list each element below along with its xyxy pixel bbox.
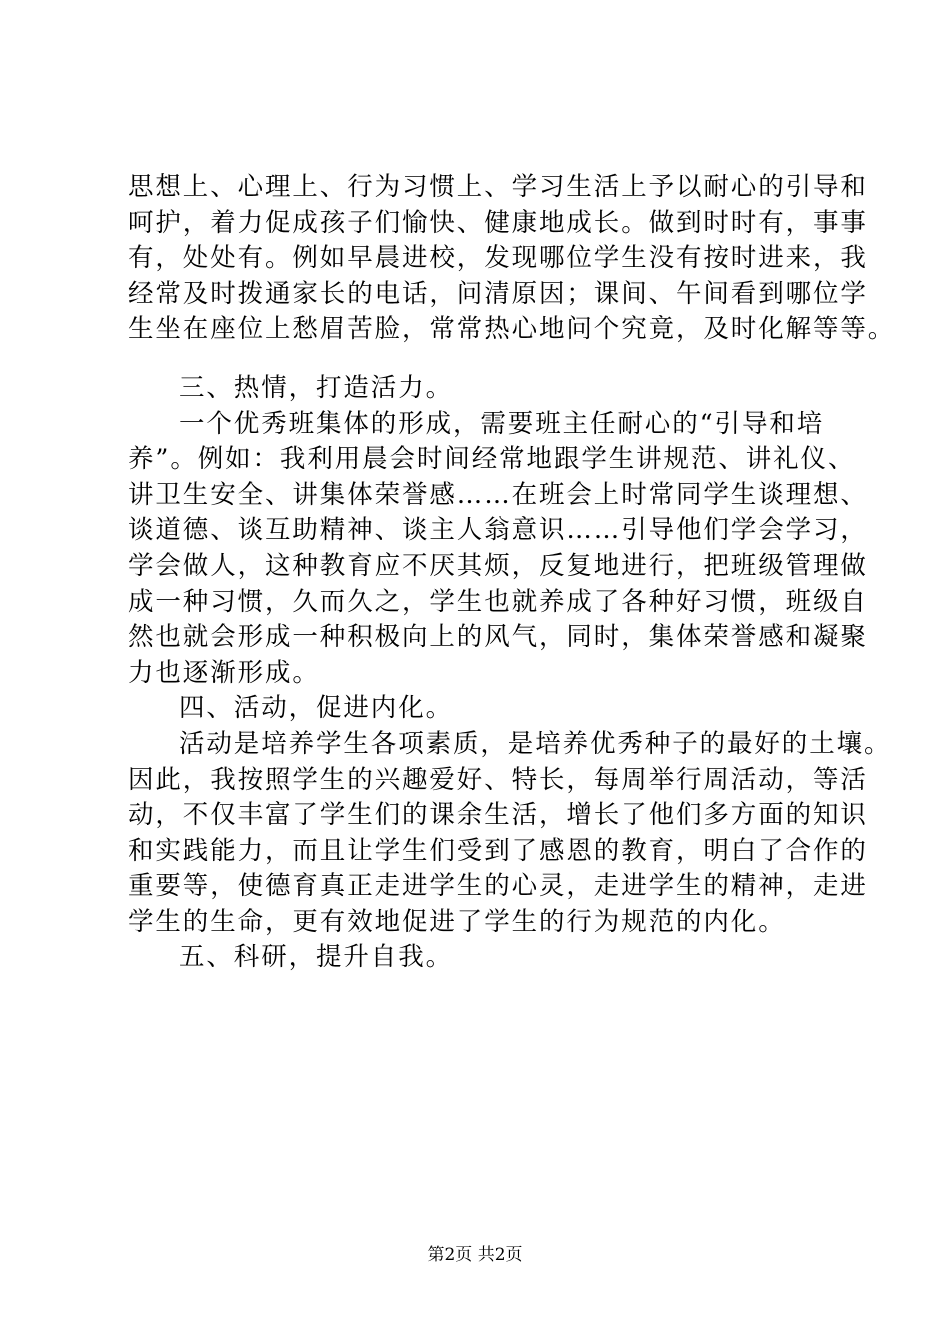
text-line: 力也逐渐形成。 <box>128 657 320 688</box>
text-line: 成一种习惯，久而久之，学生也就养成了各种好习惯，班级自 <box>128 586 868 617</box>
text-line: 因此，我按照学生的兴趣爱好、特长，每周举行周活动，等活 <box>128 764 868 795</box>
text-line: 生坐在座位上愁眉苦脸，常常热心地问个究竟，及时化解等等。 <box>128 314 896 345</box>
document-body <box>128 170 896 976</box>
text-line: 重要等，使德育真正走进学生的心灵，走进学生的精神，走进 <box>128 871 868 902</box>
paragraph-spacer <box>128 348 848 371</box>
text-line: 养”。例如：我利用晨会时间经常地跟学生讲规范、讲礼仪、 <box>128 444 856 475</box>
text-line: 有，处处有。例如早晨进校，发现哪位学生没有按时进来，我 <box>128 243 868 274</box>
text-line: 经常及时拨通家长的电话，问清原因；课间、午间看到哪位学 <box>128 278 868 309</box>
text-line: 一个优秀班集体的形成，需要班主任耐心的“引导和培 <box>179 408 825 439</box>
text-line: 谈道德、谈互助精神、谈主人翁意识……引导他们学会学习， <box>128 515 868 546</box>
text-line: 学会做人，这种教育应不厌其烦，反复地进行，把班级管理做 <box>128 550 868 581</box>
paragraph-enthusiasm <box>128 407 868 692</box>
text-line: 呵护，着力促成孩子们愉快、健康地成长。做到时时有，事事 <box>128 207 868 238</box>
paragraph-guidance <box>128 170 896 348</box>
text-line: 思想上、心理上、行为习惯上、学习生活上予以耐心的引导和 <box>128 172 868 202</box>
text-line: 活动是培养学生各项素质，是培养优秀种子的最好的土壤。 <box>179 728 892 759</box>
text-line: 学生的生命，更有效地促进了学生的行为规范的内化。 <box>128 906 786 937</box>
text-line: 然也就会形成一种积极向上的风气，同时，集体荣誉感和凝聚 <box>128 622 868 653</box>
text-line: 讲卫生安全、讲集体荣誉感……在班会上时常同学生谈理想、 <box>128 479 868 510</box>
paragraph-activities <box>128 727 892 941</box>
section-heading-3: 三、热情，打造活力。 <box>179 372 454 403</box>
page-footer: 第2页 共2页 <box>427 1245 523 1265</box>
text-line: 和实践能力，而且让学生们受到了感恩的教育，明白了合作的 <box>128 835 868 866</box>
section-heading-5: 五、科研，提升自我。 <box>179 942 454 973</box>
section-heading-4: 四、活动，促进内化。 <box>179 693 454 724</box>
text-line: 动，不仅丰富了学生们的课余生活，增长了他们多方面的知识 <box>128 800 868 831</box>
